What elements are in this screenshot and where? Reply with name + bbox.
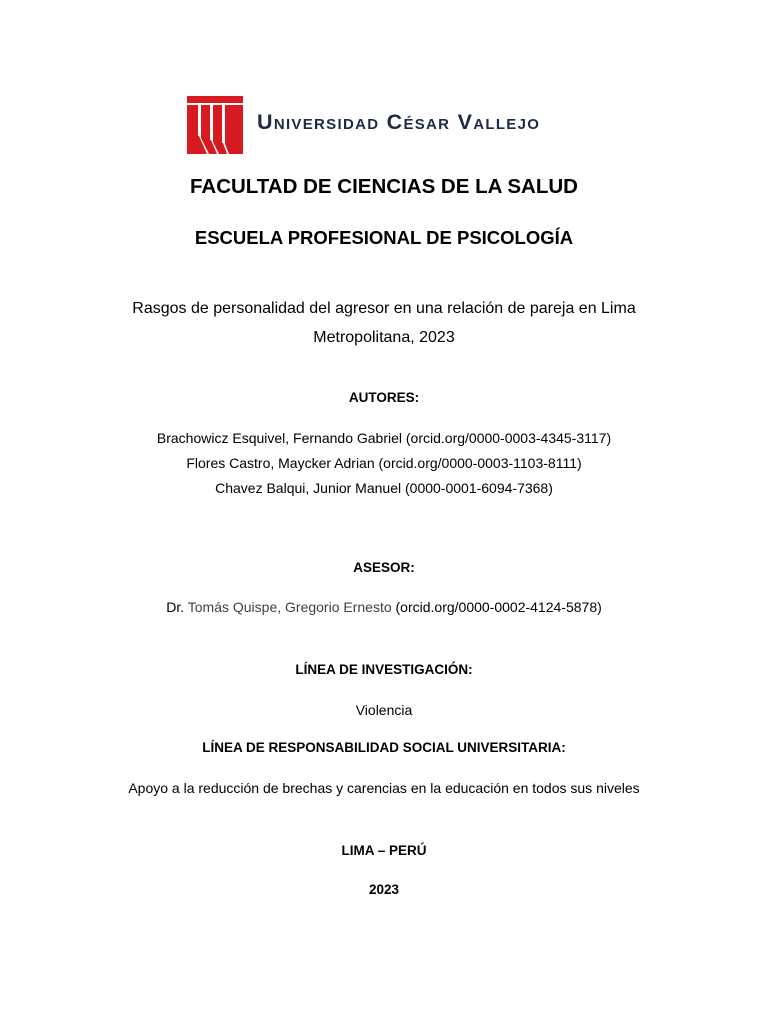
author-item: Flores Castro, Maycker Adrian (orcid.org/0000-0003-1103-8111) [186,455,582,471]
ucv-shield-icon [187,96,243,154]
author-item: Brachowicz Esquivel, Fernando Gabriel (orcid.org/0000-0003-4345-3117) [156,430,612,446]
thesis-title [84,294,684,352]
year-label: 2023 [368,882,400,897]
thesis-title-line-1: Rasgos de personalidad del agresor en una relación de pareja en Lima [132,300,636,317]
social-line-label: LÍNEA DE RESPONSABILIDAD SOCIAL UNIVERSITARIA: [202,740,566,755]
university-logo [187,96,587,156]
place-label: LIMA – PERÚ [341,843,427,858]
advisor-orcid: (orcid.org/0000-0002-4124-5878) [391,599,602,615]
advisor-line [0,599,768,615]
advisor-prefix: Dr. [166,599,188,615]
research-line-label: LÍNEA DE INVESTIGACIÓN: [295,662,473,677]
faculty-heading: FACULTAD DE CIENCIAS DE LA SALUD [190,175,578,198]
university-wordmark: Universidad César Vallejo [257,110,541,134]
authors-label: AUTORES: [348,390,420,405]
advisor-label: ASESOR: [353,560,415,575]
research-line-value: Violencia [355,702,413,718]
author-item: Chavez Balqui, Junior Manuel (0000-0001-6094-7368) [215,480,553,496]
school-heading: ESCUELA PROFESIONAL DE PSICOLOGÍA [194,227,574,248]
advisor-name: Tomás Quispe, Gregorio Ernesto [187,599,392,615]
thesis-title-line-2: Metropolitana, 2023 [313,329,455,346]
social-line-value: Apoyo a la reducción de brechas y carencias en la educación en todos sus niveles [128,780,640,796]
